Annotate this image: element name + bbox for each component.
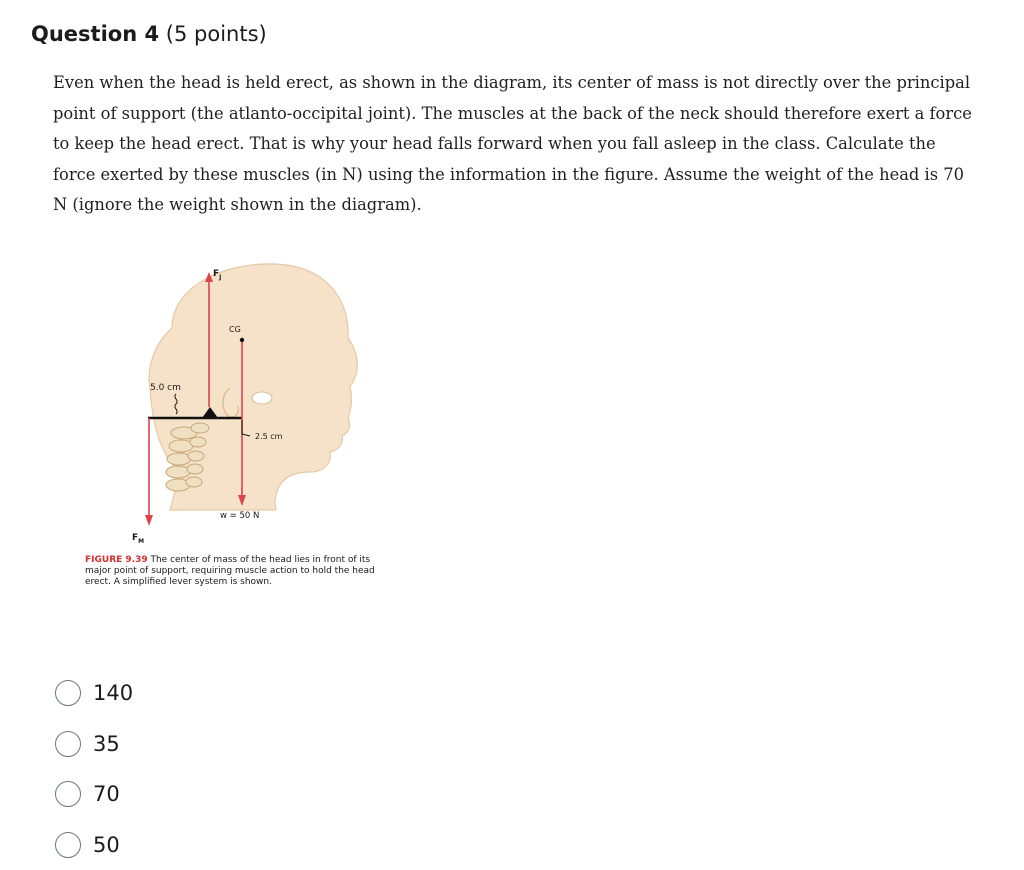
question-title: Question 4 xyxy=(31,22,160,46)
option-label[interactable]: 50 xyxy=(93,832,120,857)
figure-number: FIGURE 9.39 xyxy=(85,555,148,565)
option-label[interactable]: 35 xyxy=(93,731,120,756)
fm-label: $F_M$ xyxy=(132,533,145,545)
figure-caption-text: The center of mass of the head lies in front of its major point of support, requiring muscle action to hold the head erect. A simplified lever system is shown. xyxy=(85,555,375,587)
option-label[interactable]: 70 xyxy=(93,782,120,807)
radio-button[interactable] xyxy=(55,731,81,757)
head-diagram xyxy=(80,258,400,553)
question-text: Even when the head is held erect, as shown in the diagram, its center of mass is not directly over the principal point of support (the atlanto-occipital joint). The muscles at the back of the neck should therefore exert a force to keep the head erect. That is why your head falls forward when you fall asleep in the class. Calculate the force exerted by these muscles (in N) using the information in the figure. Assume the weight of the head is 70 N (ignore the weight shown in the diagram). xyxy=(53,73,972,214)
right-distance-label: 2.5 cm xyxy=(255,432,283,441)
fj-label: $F_J$ xyxy=(213,269,222,281)
question-header xyxy=(31,22,267,46)
cg-dot xyxy=(240,338,244,342)
option-label[interactable]: 140 xyxy=(93,681,134,706)
answer-options xyxy=(55,668,133,870)
radio-button[interactable] xyxy=(55,680,81,706)
answer-option[interactable] xyxy=(55,820,133,870)
answer-option[interactable] xyxy=(55,668,133,719)
cg-label: CG xyxy=(229,325,241,334)
head-lever-figure xyxy=(80,258,400,603)
left-distance-label: 5.0 cm xyxy=(150,383,181,393)
radio-button[interactable] xyxy=(55,781,81,807)
eye-socket xyxy=(252,392,272,404)
answer-option[interactable] xyxy=(55,719,133,770)
weight-label: w = 50 N xyxy=(220,511,260,521)
answer-option[interactable] xyxy=(55,769,133,820)
question-points: (5 points) xyxy=(165,22,267,46)
fm-arrowhead xyxy=(145,515,153,526)
radio-button[interactable] xyxy=(55,832,81,858)
figure-caption xyxy=(85,555,385,588)
